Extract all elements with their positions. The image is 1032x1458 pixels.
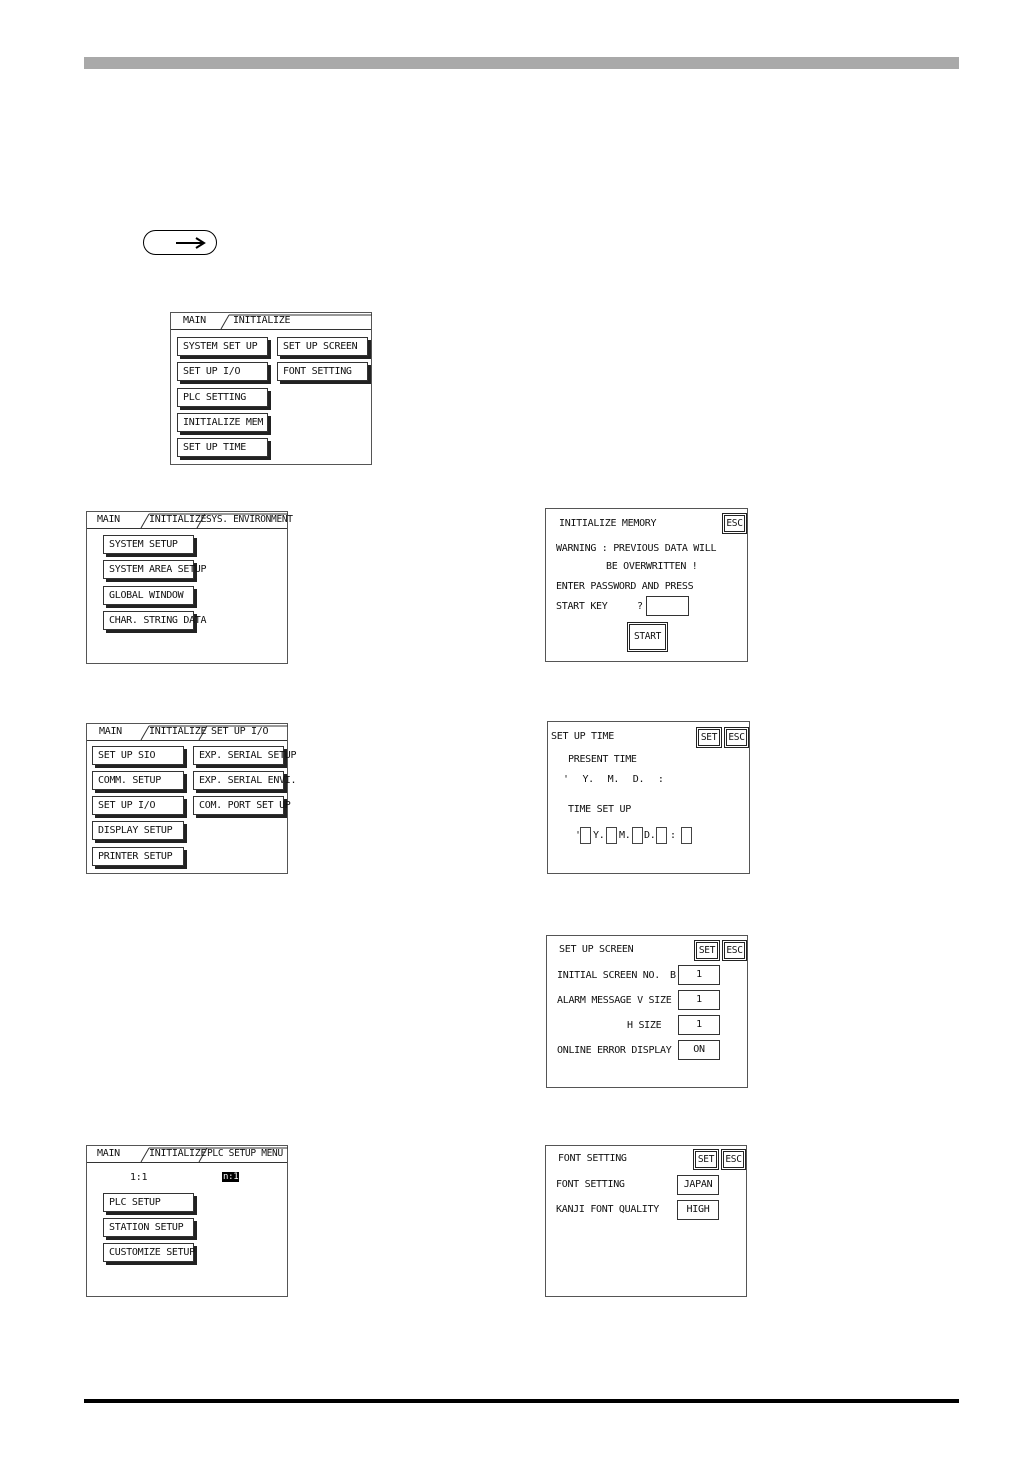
- font-setting-label: FONT SETTING: [556, 1179, 625, 1190]
- tab-main[interactable]: MAIN: [97, 514, 120, 525]
- tab-bar: [87, 724, 287, 741]
- plc-setup-button[interactable]: PLC SETUP: [103, 1193, 194, 1212]
- present-time-label: PRESENT TIME: [568, 754, 637, 765]
- sys-environment-screen: [86, 511, 293, 664]
- set-button[interactable]: SET: [698, 729, 720, 746]
- esc-button[interactable]: ESC: [724, 942, 745, 959]
- font-setting-screen: [545, 1145, 747, 1297]
- station-setup-button[interactable]: STATION SETUP: [103, 1218, 194, 1237]
- com-port-setup-button[interactable]: COM. PORT SET UP: [193, 796, 284, 815]
- day-field[interactable]: [632, 827, 643, 844]
- tab-sys-environment[interactable]: SYS. ENVIRONMENT: [206, 514, 293, 525]
- h-size-label: H SIZE: [627, 1020, 662, 1031]
- initialize-memory-screen: [545, 508, 748, 662]
- tab-initialize[interactable]: INITIALIZE: [149, 1148, 207, 1159]
- hour-field[interactable]: [656, 827, 667, 844]
- right-arrow-icon: [174, 236, 210, 250]
- password-field[interactable]: [646, 596, 689, 616]
- colon: :: [670, 830, 676, 841]
- setup-screen-button[interactable]: SET UP SCREEN: [277, 337, 368, 356]
- screen-title: SET UP SCREEN: [559, 944, 634, 955]
- setup-sio-button[interactable]: SET UP SIO: [92, 746, 184, 765]
- top-rule: [84, 57, 959, 69]
- warning-text: WARNING : PREVIOUS DATA WILL: [556, 543, 717, 554]
- tab-bar: [87, 512, 293, 529]
- tab-initialize[interactable]: INITIALIZE: [149, 514, 207, 525]
- setup-io-screen: [86, 723, 297, 874]
- question-mark: ?: [637, 601, 643, 612]
- printer-setup-button[interactable]: PRINTER SETUP: [92, 847, 184, 866]
- year-field[interactable]: [580, 827, 591, 844]
- ratio-1-1-option[interactable]: 1:1: [130, 1172, 148, 1183]
- reference-arrow-badge: [143, 230, 217, 255]
- initialize-menu-screen: [170, 312, 372, 465]
- day-label: D.: [644, 830, 656, 841]
- plc-setup-menu-screen: [86, 1145, 288, 1297]
- set-button[interactable]: SET: [695, 1151, 717, 1168]
- screen-title: SET UP TIME: [551, 731, 614, 742]
- initial-screen-label: INITIAL SCREEN NO.: [557, 970, 660, 981]
- online-error-label: ONLINE ERROR DISPLAY: [557, 1045, 672, 1056]
- b-prefix: B: [670, 970, 676, 981]
- plc-setting-button[interactable]: PLC SETTING: [177, 388, 268, 407]
- screen-title: FONT SETTING: [558, 1153, 627, 1164]
- alarm-v-size-label: ALARM MESSAGE V SIZE: [557, 995, 672, 1006]
- tab-plc-setup-menu[interactable]: PLC SETUP MENU: [207, 1148, 283, 1159]
- setup-io-button[interactable]: SET UP I/O: [92, 796, 184, 815]
- esc-button[interactable]: ESC: [726, 729, 747, 746]
- exp-serial-envi-button[interactable]: EXP. SERIAL ENVI.: [193, 771, 284, 790]
- online-error-field[interactable]: ON: [678, 1040, 720, 1060]
- setup-time-button[interactable]: SET UP TIME: [177, 438, 268, 457]
- esc-button[interactable]: ESC: [724, 515, 745, 532]
- ratio-n-1-selected-badge[interactable]: n:1: [223, 1172, 239, 1182]
- system-setup-button[interactable]: SYSTEM SETUP: [103, 535, 194, 554]
- kanji-font-quality-label: KANJI FONT QUALITY: [556, 1204, 659, 1215]
- overwritten-text: BE OVERWRITTEN !: [606, 561, 698, 572]
- char-string-data-button[interactable]: CHAR. STRING DATA: [103, 611, 194, 630]
- tab-bar: [171, 313, 371, 330]
- exp-serial-setup-button[interactable]: EXP. SERIAL SETUP: [193, 746, 284, 765]
- font-setting-field[interactable]: JAPAN: [677, 1175, 719, 1195]
- year-label: Y.: [593, 830, 605, 841]
- setup-screen-screen: [546, 935, 748, 1088]
- setup-io-button[interactable]: SET UP I/O: [177, 362, 268, 381]
- tab-setup-io[interactable]: SET UP I/O: [211, 726, 269, 737]
- tab-main[interactable]: MAIN: [97, 1148, 120, 1159]
- month-label: M.: [619, 830, 631, 841]
- system-area-setup-button[interactable]: SYSTEM AREA SETUP: [103, 560, 194, 579]
- start-key-label: START KEY: [556, 601, 608, 612]
- tab-bar: [87, 1146, 287, 1163]
- enter-password-text: ENTER PASSWORD AND PRESS: [556, 581, 694, 592]
- initialize-mem-button[interactable]: INITIALIZE MEM: [177, 413, 268, 432]
- present-time-value: ' Y. M. D. :: [563, 774, 664, 785]
- global-window-button[interactable]: GLOBAL WINDOW: [103, 586, 194, 605]
- month-field[interactable]: [606, 827, 617, 844]
- tab-main[interactable]: MAIN: [99, 726, 122, 737]
- tab-initialize[interactable]: INITIALIZE: [233, 315, 291, 326]
- time-setup-label: TIME SET UP: [568, 804, 631, 815]
- esc-button[interactable]: ESC: [723, 1151, 744, 1168]
- minute-field[interactable]: [681, 827, 692, 844]
- initial-screen-field[interactable]: 1: [678, 965, 720, 985]
- set-button[interactable]: SET: [696, 942, 718, 959]
- display-setup-button[interactable]: DISPLAY SETUP: [92, 821, 184, 840]
- setup-time-screen: [547, 721, 750, 874]
- system-setup-button[interactable]: SYSTEM SET UP: [177, 337, 268, 356]
- kanji-font-quality-field[interactable]: HIGH: [677, 1200, 719, 1220]
- h-size-field[interactable]: 1: [678, 1015, 720, 1035]
- apostrophe: ': [575, 830, 581, 841]
- tab-initialize[interactable]: INITIALIZE: [149, 726, 207, 737]
- tab-main[interactable]: MAIN: [183, 315, 206, 326]
- customize-setup-button[interactable]: CUSTOMIZE SETUP: [103, 1243, 194, 1262]
- font-setting-button[interactable]: FONT SETTING: [277, 362, 368, 381]
- bottom-rule: [84, 1399, 959, 1403]
- screen-title: INITIALIZE MEMORY: [559, 518, 657, 529]
- start-button[interactable]: START: [629, 624, 666, 650]
- alarm-v-size-field[interactable]: 1: [678, 990, 720, 1010]
- comm-setup-button[interactable]: COMM. SETUP: [92, 771, 184, 790]
